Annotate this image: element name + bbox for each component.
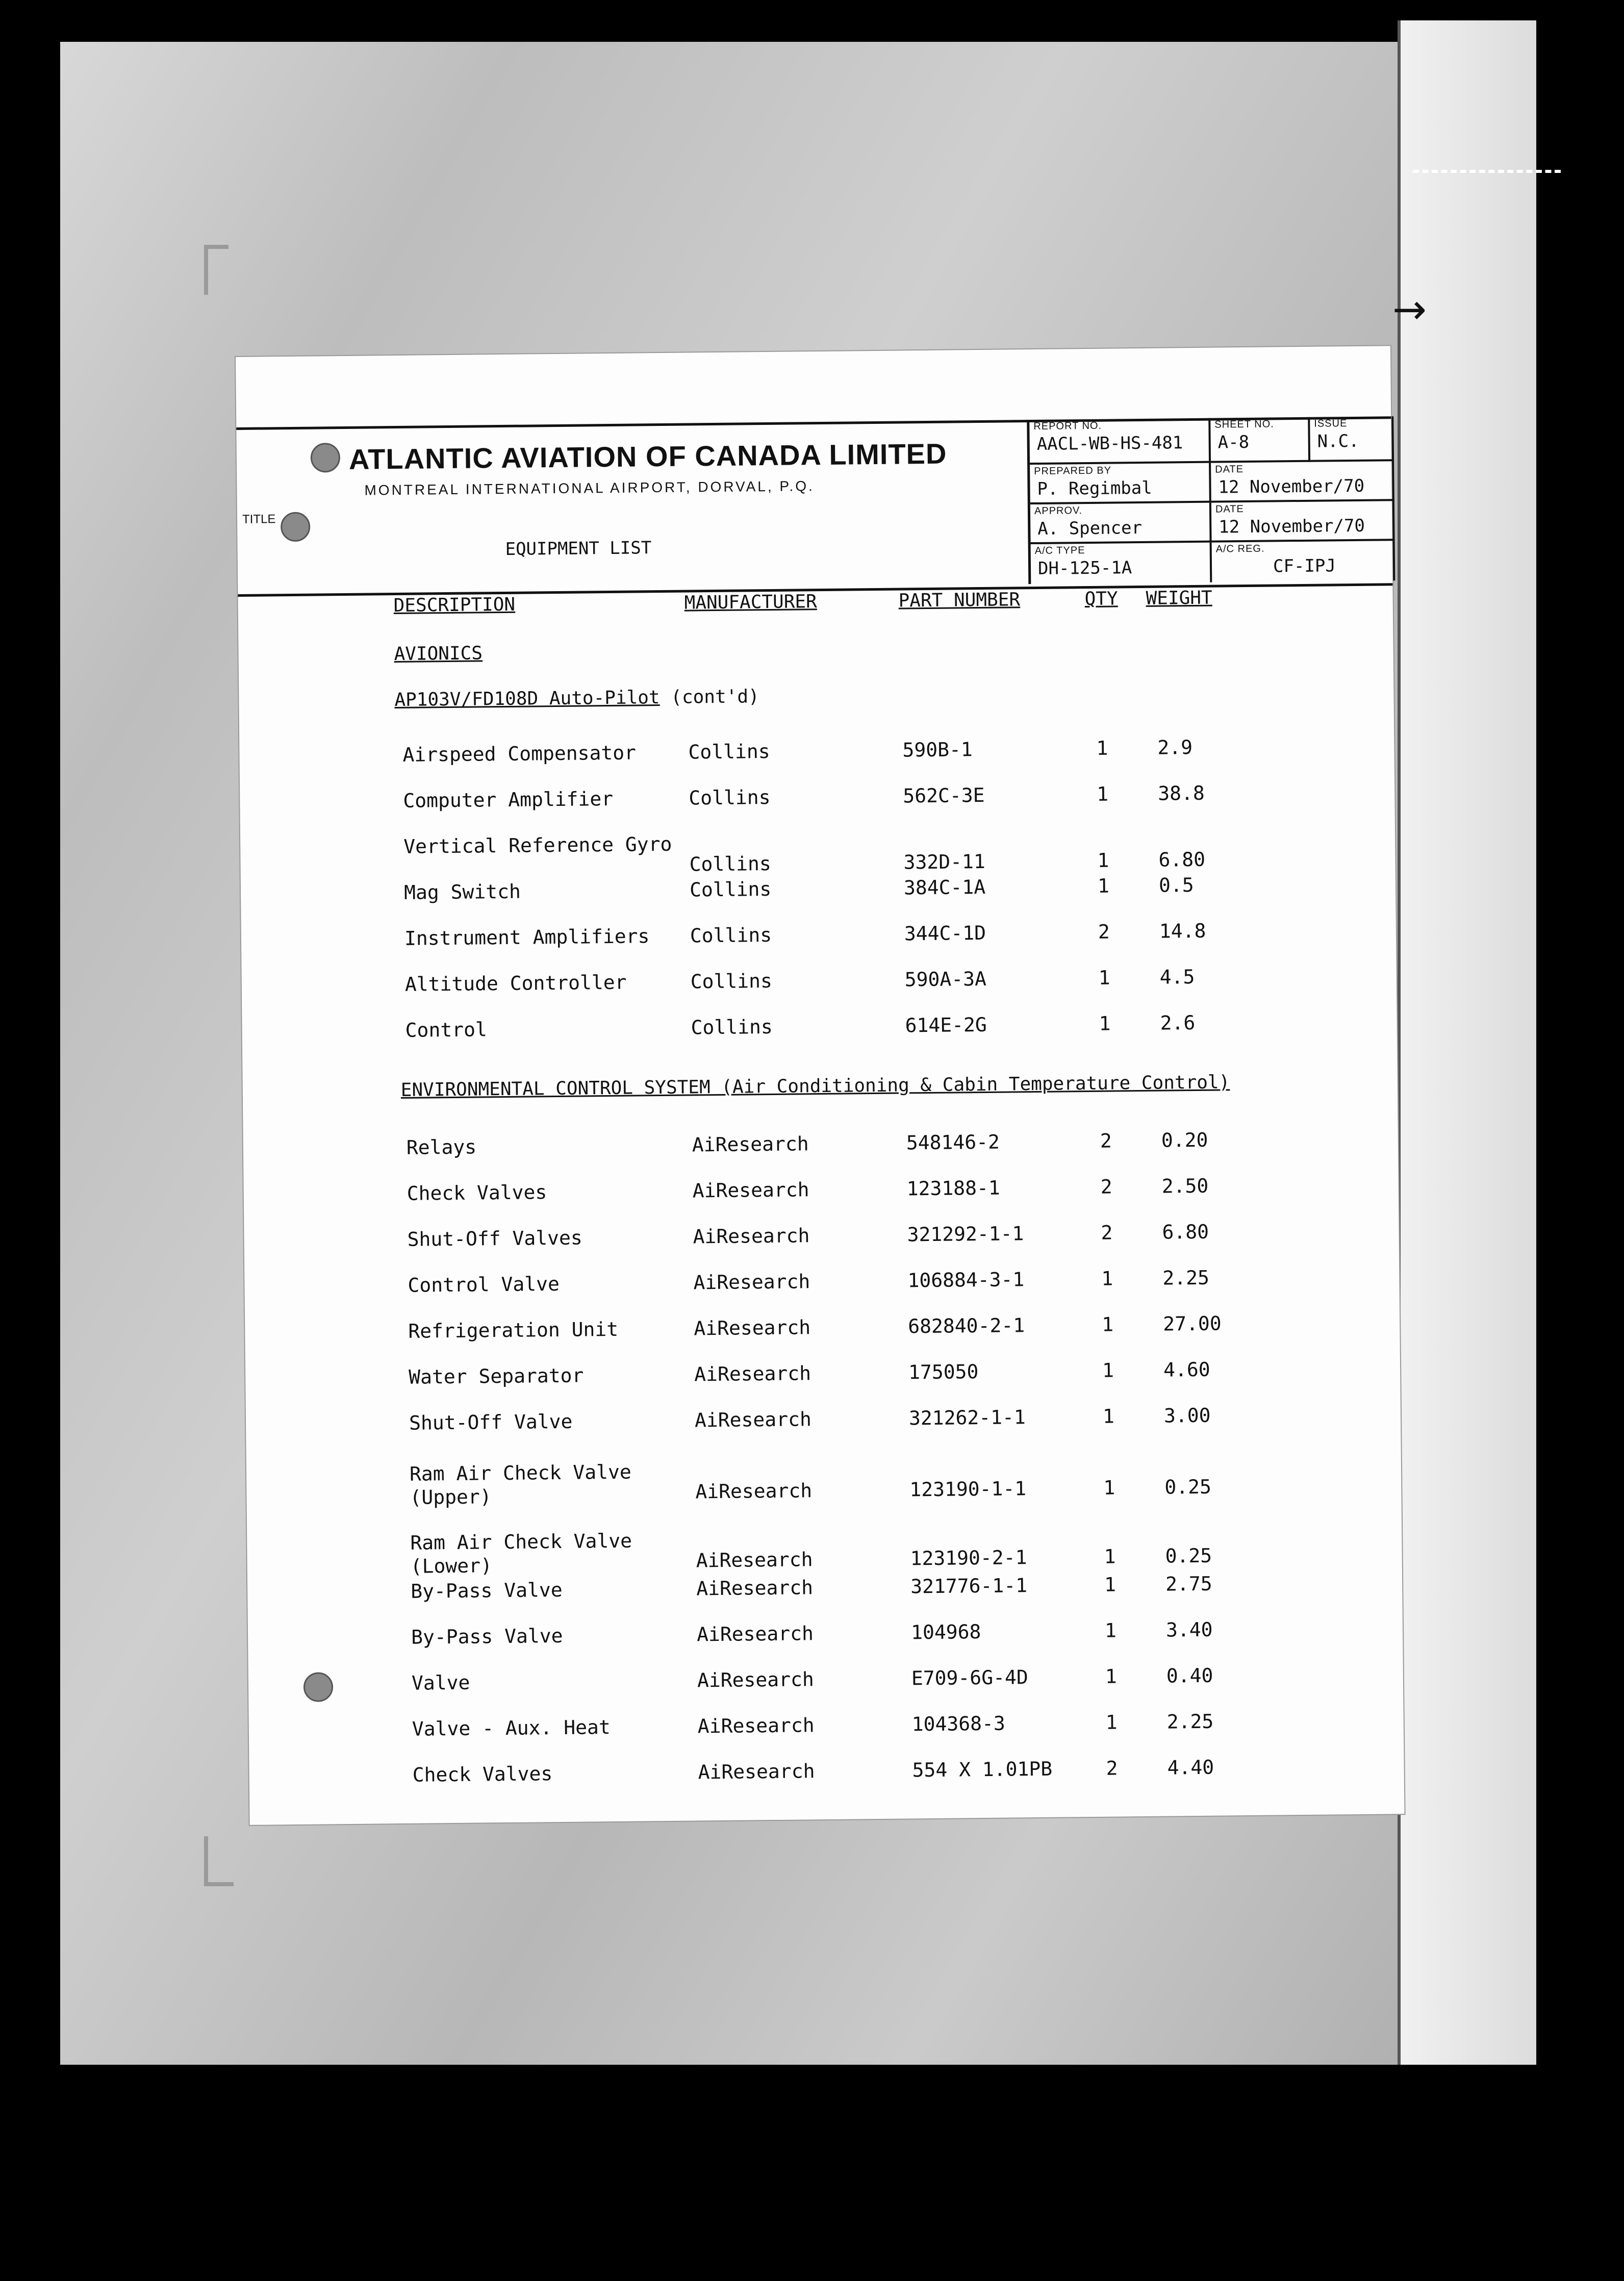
item-manufacturer: Collins <box>688 740 770 764</box>
item-qty: 1 <box>1097 874 1110 897</box>
prepared-by-cell: PREPARED BY P. Regimbal <box>1030 463 1211 504</box>
item-part-number: 123188-1 <box>906 1176 1000 1200</box>
table-row <box>242 963 1397 1005</box>
date-cell: DATE 12 November/70 <box>1211 461 1394 502</box>
ac-type-cell: A/C TYPE DH-125-1A <box>1031 543 1212 584</box>
company-name: ATLANTIC AVIATION OF CANADA LIMITED <box>348 437 947 475</box>
item-weight: 6.80 <box>1162 1220 1209 1244</box>
item-qty: 1 <box>1103 1476 1115 1499</box>
item-manufacturer: Collins <box>689 877 772 901</box>
item-description: Airspeed Compensator <box>402 741 637 766</box>
table-row <box>240 779 1394 821</box>
item-qty: 1 <box>1101 1267 1113 1290</box>
item-manufacturer: AiResearch <box>696 1576 814 1600</box>
item-part-number: 614E-2G <box>905 1013 987 1037</box>
document-sheet <box>236 346 1405 1825</box>
item-manufacturer: AiResearch <box>693 1224 810 1248</box>
item-part-number: 384C-1A <box>903 875 986 899</box>
item-manufacturer: AiResearch <box>694 1362 811 1386</box>
item-qty: 2 <box>1106 1757 1118 1780</box>
table-row <box>240 825 1395 876</box>
item-manufacturer: AiResearch <box>697 1668 814 1692</box>
item-description: Instrument Amplifiers <box>404 925 650 950</box>
item-part-number: 590A-3A <box>904 967 987 991</box>
item-description: Relays <box>406 1135 477 1159</box>
table-row <box>248 1662 1403 1704</box>
item-qty: 1 <box>1105 1711 1118 1734</box>
item-description: Water Separator <box>409 1364 584 1388</box>
item-qty: 1 <box>1098 966 1110 989</box>
item-qty: 1 <box>1097 849 1109 872</box>
table-row <box>246 1453 1401 1509</box>
item-part-number: E709-6G-4D <box>911 1666 1028 1690</box>
section-avionics: AVIONICS <box>394 643 483 665</box>
item-qty: 1 <box>1105 1665 1118 1688</box>
column-header-qty: QTY <box>1084 588 1118 610</box>
item-qty: 1 <box>1102 1313 1114 1336</box>
arrow-icon: → <box>1392 286 1427 333</box>
item-description: Mag Switch <box>403 880 521 904</box>
item-description: Control Valve <box>408 1272 560 1297</box>
item-manufacturer: AiResearch <box>698 1760 815 1784</box>
item-description: Control <box>405 1018 488 1042</box>
item-qty: 2 <box>1100 1175 1112 1198</box>
ac-reg-cell: A/C REG. CF-IPJ <box>1212 541 1395 582</box>
item-weight: 0.5 <box>1158 874 1194 897</box>
table-row <box>239 733 1394 775</box>
item-description: By-Pass Valve <box>411 1624 563 1649</box>
table-row <box>242 1009 1397 1051</box>
item-manufacturer: Collins <box>689 785 771 809</box>
table-row <box>241 917 1396 959</box>
item-qty: 1 <box>1104 1573 1116 1596</box>
item-weight: 4.60 <box>1163 1358 1210 1381</box>
date-cell: DATE 12 November/70 <box>1211 501 1395 542</box>
item-qty: 1 <box>1104 1545 1116 1568</box>
item-description: By-Pass Valve <box>411 1578 563 1603</box>
item-description: Shut-Off Valve <box>409 1410 573 1434</box>
item-weight: 4.40 <box>1167 1756 1214 1779</box>
table-row <box>249 1754 1404 1795</box>
item-weight: 2.25 <box>1166 1710 1214 1733</box>
item-manufacturer: AiResearch <box>696 1622 814 1646</box>
table-row <box>245 1310 1400 1352</box>
issue-cell: ISSUE N.C. <box>1310 416 1394 462</box>
item-part-number: 554 X 1.01PB <box>912 1757 1053 1782</box>
item-description: Ram Air Check Valve (Lower) <box>410 1529 632 1578</box>
item-part-number: 332D-11 <box>903 850 985 874</box>
item-part-number: 590B-1 <box>902 738 973 762</box>
item-qty: 1 <box>1099 1012 1111 1035</box>
item-part-number: 321292-1-1 <box>907 1222 1024 1246</box>
item-part-number: 321262-1-1 <box>908 1406 1026 1430</box>
item-description: Ram Air Check Valve (Upper) <box>409 1460 631 1509</box>
item-qty: 2 <box>1100 1129 1112 1152</box>
item-weight: 0.20 <box>1161 1128 1208 1152</box>
table-row <box>249 1708 1404 1750</box>
column-header-manufacturer: MANUFACTURER <box>684 591 817 614</box>
table-row <box>243 1126 1398 1168</box>
column-header-weight: WEIGHT <box>1146 587 1212 609</box>
item-weight: 6.80 <box>1158 848 1206 871</box>
item-description: Shut-Off Valves <box>407 1226 582 1251</box>
item-part-number: 106884-3-1 <box>907 1268 1025 1292</box>
item-description: Valve - Aux. Heat <box>412 1716 611 1740</box>
item-weight: 3.40 <box>1165 1618 1213 1641</box>
item-description: Altitude Controller <box>404 971 627 996</box>
table-row <box>245 1356 1400 1398</box>
item-qty: 1 <box>1102 1359 1114 1382</box>
report-no-cell: REPORT NO. AACL-WB-HS-481 <box>1029 418 1211 465</box>
item-qty: 1 <box>1096 737 1108 759</box>
item-description: Valve <box>411 1671 470 1694</box>
column-header-part-number: PART NUMBER <box>898 589 1021 612</box>
item-qty: 2 <box>1101 1221 1113 1244</box>
item-part-number: 104968 <box>910 1620 981 1644</box>
item-weight: 4.5 <box>1159 966 1195 989</box>
item-manufacturer: AiResearch <box>692 1178 809 1202</box>
item-qty: 1 <box>1097 782 1109 805</box>
item-description: Check Valves <box>412 1762 553 1786</box>
section-ecs: ENVIRONMENTAL CONTROL SYSTEM (Air Conditioning & Cabin Temperature Control) <box>400 1072 1230 1101</box>
item-manufacturer: AiResearch <box>693 1270 810 1294</box>
dashed-mark <box>1413 170 1561 173</box>
item-description: Check Valves <box>407 1181 547 1205</box>
item-description: Vertical Reference Gyro <box>403 832 672 858</box>
item-part-number: 123190-1-1 <box>909 1477 1027 1501</box>
table-row <box>246 1402 1401 1443</box>
item-description: Refrigeration Unit <box>408 1317 619 1342</box>
item-weight: 0.25 <box>1164 1475 1212 1499</box>
item-weight: 0.40 <box>1166 1664 1213 1687</box>
item-part-number: 175050 <box>908 1360 979 1384</box>
item-description: Computer Amplifier <box>403 787 614 812</box>
item-qty: 1 <box>1102 1405 1115 1428</box>
item-manufacturer: Collins <box>691 1015 773 1039</box>
company-address: MONTREAL INTERNATIONAL AIRPORT, DORVAL, P.Q. <box>364 478 815 498</box>
item-part-number: 104368-3 <box>911 1712 1006 1736</box>
item-weight: 27.00 <box>1163 1312 1222 1335</box>
approved-by-cell: APPROV. A. Spencer <box>1030 503 1212 544</box>
corner-bracket-top <box>204 245 229 295</box>
item-manufacturer: AiResearch <box>694 1316 811 1340</box>
sheet-no-cell: SHEET NO. A-8 <box>1210 417 1310 463</box>
item-manufacturer: Collins <box>690 923 772 947</box>
corner-bracket-bottom <box>204 1836 234 1886</box>
item-manufacturer: AiResearch <box>694 1408 812 1432</box>
item-manufacturer: AiResearch <box>695 1479 813 1503</box>
item-manufacturer: AiResearch <box>697 1714 815 1738</box>
section-autopilot: AP103V/FD108D Auto-Pilot (cont'd) <box>394 686 759 711</box>
item-qty: 1 <box>1104 1619 1117 1642</box>
item-qty: 2 <box>1098 920 1110 943</box>
item-weight: 14.8 <box>1159 919 1206 943</box>
item-part-number: 562C-3E <box>903 783 985 807</box>
item-manufacturer: Collins <box>689 852 771 876</box>
item-manufacturer: AiResearch <box>692 1132 809 1156</box>
table-row <box>247 1522 1402 1578</box>
item-weight: 38.8 <box>1158 781 1205 805</box>
title-label: TITLE <box>242 512 276 526</box>
item-weight: 3.00 <box>1163 1404 1211 1427</box>
table-row <box>244 1172 1399 1214</box>
item-part-number: 321776-1-1 <box>910 1574 1028 1598</box>
item-weight: 2.50 <box>1161 1174 1209 1198</box>
item-part-number: 123190-2-1 <box>910 1546 1027 1570</box>
item-part-number: 682840-2-1 <box>908 1314 1025 1338</box>
document-title: EQUIPMENT LIST <box>505 538 652 560</box>
item-part-number: 344C-1D <box>904 921 986 945</box>
item-part-number: 548146-2 <box>906 1130 1000 1154</box>
item-manufacturer: Collins <box>690 969 773 993</box>
table-row <box>248 1616 1403 1658</box>
table-row <box>244 1218 1399 1260</box>
item-weight: 2.25 <box>1162 1266 1210 1289</box>
info-grid <box>1027 416 1395 584</box>
item-weight: 0.25 <box>1165 1544 1212 1567</box>
item-weight: 2.6 <box>1160 1011 1196 1034</box>
item-weight: 2.9 <box>1157 736 1193 759</box>
table-row <box>241 871 1395 913</box>
item-manufacturer: AiResearch <box>696 1548 813 1572</box>
table-row <box>244 1264 1399 1306</box>
column-header-description: DESCRIPTION <box>393 594 516 617</box>
item-weight: 2.75 <box>1165 1572 1212 1595</box>
